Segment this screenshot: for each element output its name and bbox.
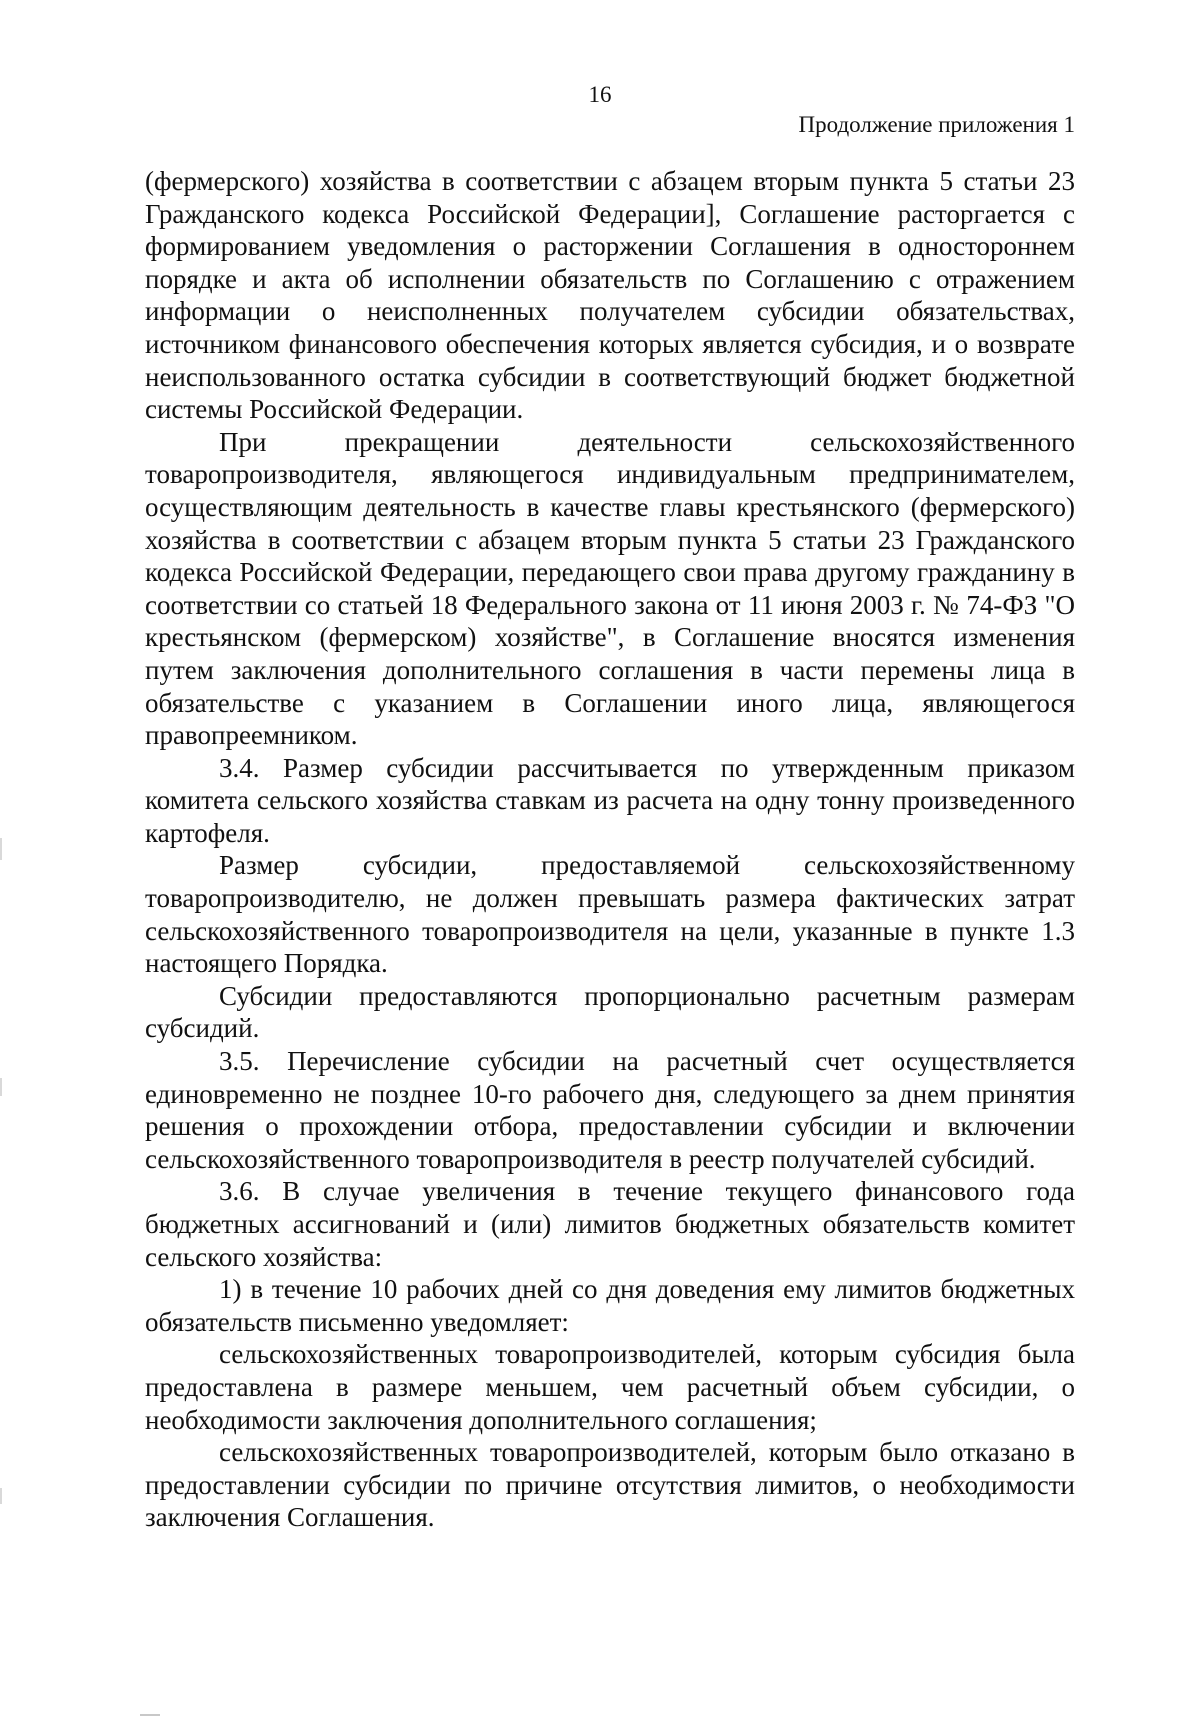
paragraph-contract-termination: (фермерского) хозяйства в соответствии с абзацем вторым пункта 5 статьи 23 Гражданского кодекса Российской Федерации], Соглашение расторгается с формированием уведомления о расторжении Соглашения в одностороннем порядке и акта об исполнении обязательств по Соглашению с отражением информации о неисполненных получателем субсидии обязательствах, источником финансового обеспечения которых является субсидия, и о возврате неиспользованного остатка субсидии в соответствующий бюджет бюджетной системы Российской Федерации. xyxy=(145,166,1075,425)
scan-artifact-mark xyxy=(0,1488,2,1504)
paragraph-3-6-budget-increase: 3.6. В случае увеличения в течение текущего финансового года бюджетных ассигнований и (или) лимитов бюджетных обязательств комитет сельского хозяйства: xyxy=(145,1176,1075,1272)
document-body xyxy=(145,165,1075,1534)
paragraph-notify-reduced-recipients: сельскохозяйственных товаропроизводителей, которым субсидия была предоставлена в размере меньшем, чем расчетный объем субсидии, о необходимости заключения дополнительного соглашения; xyxy=(145,1339,1075,1435)
paragraph-subsidy-limit: Размер субсидии, предоставляемой сельскохозяйственному товаропроизводителю, не должен превышать размера фактических затрат сельскохозяйственного товаропроизводителя на цели, указанные в пункте 1.3 настоящего Порядка. xyxy=(145,850,1075,979)
paragraph-proportional-subsidies: Субсидии предоставляются пропорционально расчетным размерам субсидий. xyxy=(145,980,1075,1044)
paragraph-notify-refused-recipients: сельскохозяйственных товаропроизводителей, которым было отказано в предоставлении субсидии по причине отсутствия лимитов, о необходимости заключения Соглашения. xyxy=(145,1437,1075,1533)
scan-artifact-mark xyxy=(0,1078,2,1096)
scan-artifact-mark xyxy=(0,838,2,860)
paragraph-3-5-transfer: 3.5. Перечисление субсидии на расчетный счет осуществляется единовременно не позднее 10-го рабочего дня, следующего за днем принятия решения о прохождении отбора, предоставлении субсидии и включении сельскохозяйственного товаропроизводителя в реестр получателей субсидий. xyxy=(145,1046,1075,1174)
paragraph-3-4-subsidy-size: 3.4. Размер субсидии рассчитывается по утвержденным приказом комитета сельского хозяйства ставкам из расчета на одну тонну произведенного картофеля. xyxy=(145,752,1075,848)
page-number: 16 xyxy=(588,82,612,107)
scan-artifact-mark xyxy=(140,1714,160,1716)
paragraph-3-6-item-1: 1) в течение 10 рабочих дней со дня доведения ему лимитов бюджетных обязательств письменно уведомляет: xyxy=(145,1274,1075,1337)
paragraph-activity-termination: При прекращении деятельности сельскохозяйственного товаропроизводителя, являющегося индивидуальным предпринимателем, осуществляющим деятельность в качестве главы крестьянского (фермерского) хозяйства в соответствии с абзацем вторым пункта 5 статьи 23 Гражданского кодекса Российской Федерации, передающего свои права другому гражданину в соответствии со статьей 18 Федерального закона от 11 июня 2003 г. № 74-ФЗ "О крестьянском (фермерском) хозяйстве", в Соглашение вносятся изменения путем заключения дополнительного соглашения в части перемены лица в обязательстве с указанием в Соглашении иного лица, являющегося правопреемником. xyxy=(145,426,1075,751)
appendix-continuation-note: Продолжение приложения 1 xyxy=(798,112,1075,137)
